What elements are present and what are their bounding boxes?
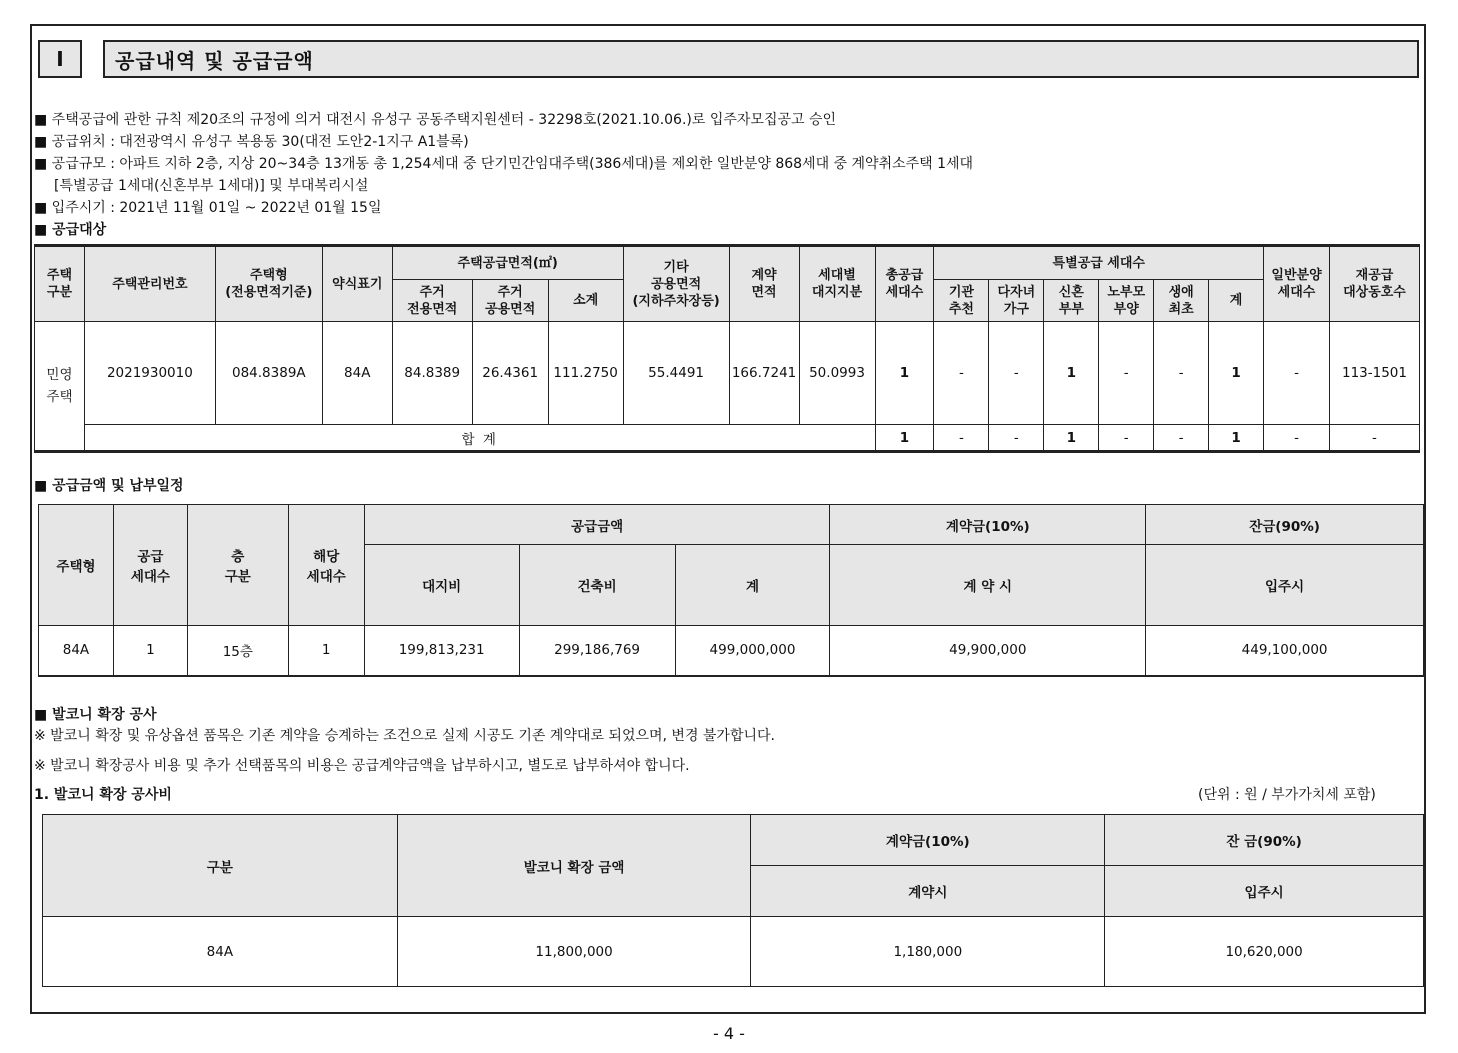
th-balcony-balance-sub: 입주시 (1105, 866, 1424, 917)
th-balcony-deposit: 계약금(10%) (751, 815, 1105, 866)
th-abbr: 약식표기 (322, 246, 392, 322)
section-number: I (38, 40, 82, 78)
th-balcony-amount: 발코니 확장 금액 (397, 815, 751, 917)
cell-contract: 166.7241 (729, 322, 799, 425)
cell-common: 26.4361 (472, 322, 548, 425)
cell-other: 55.4491 (623, 322, 729, 425)
th-contract-area: 계약 면적 (729, 246, 799, 322)
page-number: - 4 - (713, 1024, 745, 1043)
cell-type: 민영 주택 (35, 322, 85, 452)
th-price-floor: 층 구분 (187, 505, 288, 626)
cell-sum: 1 (1209, 322, 1264, 425)
unit-note: (단위 : 원 / 부가가치세 포함) (1198, 787, 1376, 803)
th-balance-sub: 입주시 (1146, 545, 1424, 626)
th-model: 주택형 (전용면적기준) (215, 246, 322, 322)
cell-abbr: 84A (322, 322, 392, 425)
note-scale-cont: [특별공급 1세대(신혼부부 1세대)] 및 부대복리시설 (54, 178, 369, 194)
cell-general: - (1264, 322, 1330, 425)
cell-model: 084.8389A (215, 322, 322, 425)
th-area-common: 주거 공용면적 (472, 280, 548, 322)
th-supply-area: 주택공급면적(㎡) (392, 246, 623, 280)
th-other-area: 기타 공용면적 (지하주차장등) (623, 246, 729, 322)
cell-excl: 84.8389 (392, 322, 472, 425)
balcony-type: 84A (43, 917, 398, 987)
sum-sum: 1 (1209, 425, 1264, 452)
price-model: 84A (39, 626, 114, 676)
th-balcony-deposit-sub: 계약시 (751, 866, 1105, 917)
cell-elder: - (1099, 322, 1154, 425)
price-table (38, 504, 1424, 677)
th-mgmt-no: 주택관리번호 (84, 246, 215, 322)
th-total-units: 총공급 세대수 (875, 246, 934, 322)
table-row (35, 322, 1420, 425)
note-scale: ■ 공급규모 : 아파트 지하 2층, 지상 20~34층 13개동 총 1,254세대 중 단기민간임대주택(386세대)를 제외한 일반분양 868세대 중 계약취소주택 1세대 (34, 156, 974, 172)
cell-first: - (1154, 322, 1209, 425)
sum-total: 1 (875, 425, 934, 452)
sum-label: 합 계 (84, 425, 875, 452)
cell-newly: 1 (1044, 322, 1099, 425)
cell-mgmt: 2021930010 (84, 322, 215, 425)
price-floor: 15층 (187, 626, 288, 676)
th-special-units: 특별공급 세대수 (934, 246, 1264, 280)
sum-general: - (1264, 425, 1330, 452)
sum-resupply: - (1329, 425, 1419, 452)
th-area-subtotal: 소계 (548, 280, 623, 322)
th-land-share: 세대별 대지지분 (799, 246, 875, 322)
cell-multi: - (989, 322, 1044, 425)
cell-land: 50.0993 (799, 322, 875, 425)
th-deposit: 계약금(10%) (830, 505, 1146, 545)
price-balance: 449,100,000 (1146, 626, 1424, 676)
th-balance: 잔금(90%) (1146, 505, 1424, 545)
note-approval: ■ 주택공급에 관한 규칙 제20조의 규정에 의거 대전시 유성구 공동주택지원센터 - 32298호(2021.10.06.)로 입주자모집공고 승인 (34, 112, 837, 128)
th-resupply-unit: 재공급 대상동호수 (1329, 246, 1419, 322)
balcony-amount: 11,800,000 (397, 917, 751, 987)
th-area-exclusive: 주거 전용면적 (392, 280, 472, 322)
price-build: 299,186,769 (519, 626, 675, 676)
sum-multi: - (989, 425, 1044, 452)
note-location: ■ 공급위치 : 대전광역시 유성구 복용동 30(대전 도안2-1지구 A1블록) (34, 134, 469, 150)
balcony-note-1: ※ 발코니 확장 및 유상옵션 품목은 기존 계약을 승계하는 조건으로 실제 시공도 기존 계약대로 되었으며, 변경 불가합니다. (34, 728, 775, 744)
section-title: 공급내역 및 공급금액 (103, 40, 1419, 78)
supply-target-heading: ■ 공급대상 (34, 222, 107, 238)
th-sp-institution: 기관 추천 (934, 280, 989, 322)
cell-total: 1 (875, 322, 934, 425)
cell-resupply: 113-1501 (1329, 322, 1419, 425)
th-deposit-sub: 계 약 시 (830, 545, 1146, 626)
th-sp-multichild: 다자녀 가구 (989, 280, 1044, 322)
price-units: 1 (113, 626, 187, 676)
th-sp-sum: 계 (1209, 280, 1264, 322)
cell-sub: 111.2750 (548, 322, 623, 425)
balcony-deposit: 1,180,000 (751, 917, 1105, 987)
sum-first: - (1154, 425, 1209, 452)
balcony-table (42, 814, 1424, 987)
th-price-units: 공급 세대수 (113, 505, 187, 626)
th-build-cost: 건축비 (519, 545, 675, 626)
table-row (39, 626, 1424, 676)
price-deposit: 49,900,000 (830, 626, 1146, 676)
th-supply-price: 공급금액 (364, 505, 830, 545)
th-sp-firsttime: 생애 최초 (1154, 280, 1209, 322)
sum-elder: - (1099, 425, 1154, 452)
th-price-count: 해당 세대수 (288, 505, 364, 626)
sum-newly: 1 (1044, 425, 1099, 452)
th-price-total: 계 (675, 545, 830, 626)
note-movein: ■ 입주시기 : 2021년 11월 01일 ~ 2022년 01월 15일 (34, 200, 382, 216)
th-sp-elderly: 노부모 부양 (1099, 280, 1154, 322)
balcony-note-2: ※ 발코니 확장공사 비용 및 추가 선택품목의 비용은 공급계약금액을 납부하시고, 별도로 납부하셔야 합니다. (34, 758, 690, 774)
table-row (43, 917, 1424, 987)
th-general-units: 일반분양 세대수 (1264, 246, 1330, 322)
balcony-heading: ■ 발코니 확장 공사 (34, 707, 157, 723)
balcony-subtitle: 1. 발코니 확장 공사비 (34, 787, 172, 803)
sum-row (35, 425, 1420, 452)
price-total: 499,000,000 (675, 626, 830, 676)
price-count: 1 (288, 626, 364, 676)
price-heading: ■ 공급금액 및 납부일정 (34, 478, 184, 494)
balcony-balance: 10,620,000 (1105, 917, 1424, 987)
th-balcony-balance: 잔 금(90%) (1105, 815, 1424, 866)
th-sp-newlywed: 신혼 부부 (1044, 280, 1099, 322)
th-balcony-type: 구분 (43, 815, 398, 917)
th-land-cost: 대지비 (364, 545, 519, 626)
supply-table (34, 244, 1420, 453)
price-land: 199,813,231 (364, 626, 519, 676)
th-price-model: 주택형 (39, 505, 114, 626)
cell-inst: - (934, 322, 989, 425)
sum-inst: - (934, 425, 989, 452)
th-house-type: 주택 구분 (35, 246, 85, 322)
